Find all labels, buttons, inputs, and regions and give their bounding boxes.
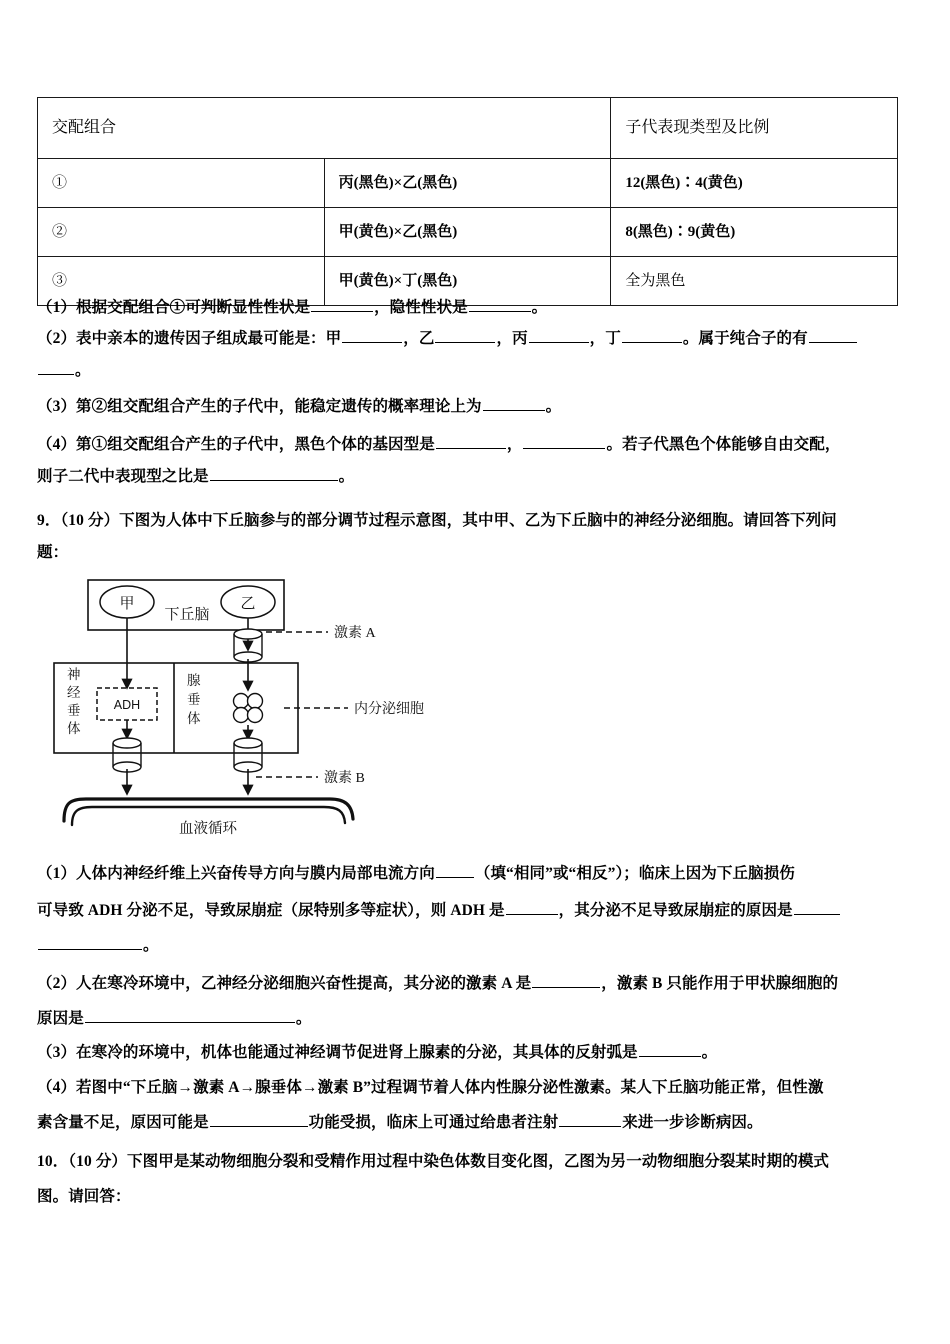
table-header-combination: 交配组合 bbox=[38, 98, 611, 159]
hypothalamus-regulation-diagram bbox=[40, 575, 460, 845]
answer-blank[interactable] bbox=[210, 466, 338, 481]
blood-circulation-label: 血液循环 bbox=[179, 821, 237, 837]
answer-blank[interactable] bbox=[435, 328, 495, 343]
q9-part1-text-c: 可导致 ADH 分泌不足，导致尿崩症（尿特别多等症状），则 ADH 是 bbox=[37, 902, 505, 919]
q9-part4-text-d: 来进一步诊断病因。 bbox=[622, 1114, 763, 1131]
q9-part1-text-a: （1）人体内神经纤维上兴奋传导方向与膜内局部电流方向 bbox=[37, 865, 435, 882]
q9-part1-cont2 bbox=[37, 930, 925, 961]
adeno-pituitary-label: 腺 垂 体 bbox=[187, 673, 201, 726]
q8-part1-text-c: 。 bbox=[531, 299, 548, 316]
q8-part2-text-b: ，乙 bbox=[403, 330, 435, 347]
answer-blank[interactable] bbox=[469, 297, 531, 312]
q8-part4-text-a: （4）第①组交配组合产生的子代中，黑色个体的基因型是 bbox=[37, 436, 435, 453]
table-row bbox=[38, 159, 898, 208]
answer-blank[interactable] bbox=[532, 973, 600, 988]
q8-part4-text-b: ， bbox=[506, 436, 523, 453]
q9-stem-line2: 题： bbox=[37, 544, 69, 561]
cross-combination-table bbox=[37, 97, 898, 306]
row-index: ② bbox=[38, 208, 325, 257]
table-header-result: 子代表现类型及比例 bbox=[611, 98, 898, 159]
answer-blank[interactable] bbox=[506, 900, 558, 915]
q9-part2-text-b: ，激素 B 只能作用于甲状腺细胞的 bbox=[601, 975, 839, 992]
q10-stem-line1: 10．（10 分）下图甲是某动物细胞分裂和受精作用过程中染色体数目变化图，乙图为另一动物细胞分裂某时期的模式 bbox=[37, 1153, 830, 1170]
q8-part2-text-e: 。属于纯合子的有 bbox=[682, 330, 808, 347]
q8-part3 bbox=[37, 391, 921, 422]
q8-part2-text-a: （2）表中亲本的遗传因子组成最可能是：甲 bbox=[37, 330, 342, 347]
neuro-pituitary-label: 神 经 垂 体 bbox=[67, 667, 81, 736]
q8-part1 bbox=[37, 292, 917, 323]
q9-part4-text-b: 素含量不足，原因可能是 bbox=[37, 1114, 209, 1131]
hypothalamus-label: 下丘脑 bbox=[164, 607, 210, 623]
q8-part3-text-a: （3）第②组交配组合产生的子代中，能稳定遗传的概率理论上为 bbox=[37, 398, 482, 415]
q9-part2-text-a: （2）人在寒冷环境中，乙神经分泌细胞兴奋性提高，其分泌的激素 A 是 bbox=[37, 975, 532, 992]
table-header-row bbox=[38, 98, 898, 159]
q8-part4-text-d: 则子二代中表现型之比是 bbox=[37, 468, 209, 485]
q9-part1 bbox=[37, 858, 925, 889]
row-combination: 甲(黄色)×乙(黑色) bbox=[324, 208, 611, 257]
q8-part2 bbox=[37, 323, 921, 354]
adh-label: ADH bbox=[113, 698, 141, 712]
answer-blank[interactable] bbox=[38, 360, 74, 375]
answer-blank[interactable] bbox=[311, 297, 373, 312]
row-index: ③ bbox=[38, 257, 325, 306]
q8-part3-text-b: 。 bbox=[545, 398, 562, 415]
answer-blank[interactable] bbox=[529, 328, 589, 343]
answer-blank[interactable] bbox=[639, 1042, 701, 1057]
q9-part4-text-c: 功能受损，临床上可通过给患者注射 bbox=[308, 1114, 559, 1131]
q8-part4-text-e: 。 bbox=[338, 468, 355, 485]
q9-part1-text-b: （填“相同”或“相反”）；临床上因为下丘脑损伤 bbox=[474, 865, 795, 882]
answer-blank[interactable] bbox=[622, 328, 682, 343]
q9-part4-text-a: （4）若图中“下丘脑→激素 A→腺垂体→激素 B”过程调节着人体内性腺分泌性激素。某人下丘脑功能正常，但性激 bbox=[37, 1079, 824, 1096]
q8-part1-text-b: ，隐性性状是 bbox=[374, 299, 468, 316]
q8-part2-text-d: ，丁 bbox=[589, 330, 621, 347]
row-combination: 甲(黄色)×丁(黑色) bbox=[324, 257, 611, 306]
answer-blank[interactable] bbox=[436, 863, 474, 878]
blood-vessel-outer bbox=[64, 799, 353, 821]
row-index: ① bbox=[38, 159, 325, 208]
hormone-b-terminal-cylinder bbox=[234, 738, 262, 772]
row-result: 全为黑色 bbox=[611, 257, 898, 306]
answer-blank[interactable] bbox=[483, 396, 545, 411]
endocrine-cell-label: 内分泌细胞 bbox=[354, 702, 424, 717]
answer-blank[interactable] bbox=[85, 1008, 295, 1023]
hormone-b-label: 激素 B bbox=[324, 771, 365, 786]
answer-blank[interactable] bbox=[436, 434, 506, 449]
answer-blank[interactable] bbox=[794, 900, 840, 915]
neurosecretory-cell-yi-label: 乙 bbox=[240, 596, 256, 612]
q9-part3 bbox=[37, 1037, 925, 1068]
table-row bbox=[38, 208, 898, 257]
answer-blank[interactable] bbox=[559, 1112, 621, 1127]
q9-part4 bbox=[37, 1072, 925, 1103]
q8-part4 bbox=[37, 429, 921, 460]
q8-part4-cont bbox=[37, 461, 921, 492]
q8-part4-text-c: 。若子代黑色个体能够自由交配， bbox=[606, 436, 841, 453]
answer-blank[interactable] bbox=[523, 434, 605, 449]
answer-blank[interactable] bbox=[342, 328, 402, 343]
answer-blank[interactable] bbox=[38, 935, 142, 950]
q8-part2-text-f: 。 bbox=[75, 362, 91, 379]
q9-part2-text-c: 原因是 bbox=[37, 1010, 84, 1027]
q9-part2 bbox=[37, 968, 925, 999]
q9-part4-cont bbox=[37, 1107, 925, 1138]
q8-part2-text-c: ，丙 bbox=[496, 330, 528, 347]
endocrine-cell-cluster bbox=[234, 694, 263, 723]
q9-part3-text-a: （3）在寒冷的环境中，机体也能通过神经调节促进肾上腺素的分泌，其具体的反射弧是 bbox=[37, 1044, 638, 1061]
q9-part3-text-b: 。 bbox=[701, 1044, 718, 1061]
q9-part1-cont bbox=[37, 895, 925, 926]
neuro-pituitary-terminal-cylinder bbox=[113, 738, 141, 772]
row-result: 12(黑色)∶4(黄色) bbox=[611, 159, 898, 208]
answer-blank[interactable] bbox=[210, 1112, 308, 1127]
row-combination: 丙(黑色)×乙(黑色) bbox=[324, 159, 611, 208]
q8-part1-text-a: （1）根据交配组合①可判断显性性状是 bbox=[37, 299, 311, 316]
answer-blank[interactable] bbox=[809, 328, 857, 343]
q9-part1-text-d: ，其分泌不足导致尿崩症的原因是 bbox=[558, 902, 793, 919]
q9-stem-line1: 9．（10 分）下图为人体中下丘脑参与的部分调节过程示意图，其中甲、乙为下丘脑中的神经分泌细胞。请回答下列问 bbox=[37, 512, 837, 529]
q9-part1-text-e: 。 bbox=[143, 937, 159, 954]
pituitary-box bbox=[54, 663, 298, 753]
q10-stem-line2: 图。请回答： bbox=[37, 1188, 131, 1205]
q9-part2-text-d: 。 bbox=[295, 1010, 312, 1027]
hormone-a-label: 激素 A bbox=[334, 626, 376, 641]
neurosecretory-cell-jia-label: 甲 bbox=[119, 596, 135, 612]
q9-part2-cont bbox=[37, 1003, 925, 1034]
q8-part2-cont bbox=[37, 355, 921, 386]
row-result: 8(黑色)∶9(黄色) bbox=[611, 208, 898, 257]
